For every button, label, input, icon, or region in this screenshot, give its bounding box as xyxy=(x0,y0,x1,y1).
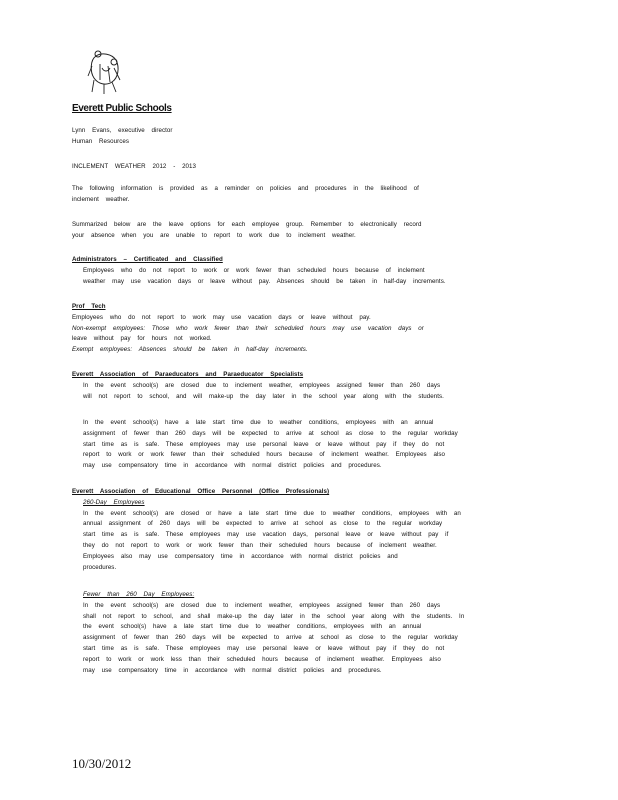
section-line: may use compensatory time in accordance with normal district policies and procedures. xyxy=(83,666,382,674)
section-line: In the event school(s) are closed due to inclement weather, employees assigned fewer than 260 days xyxy=(83,601,441,609)
section-line: start time as is safe. These employees may use personal leave or leave without pay if they do not xyxy=(83,644,445,652)
section-line: Exempt employees: Absences should be taken in half-day increments. xyxy=(72,346,308,354)
section-line: they do not report to work or work fewer than their scheduled hours because of inclement weather. xyxy=(83,541,437,549)
intro-line: inclement weather. xyxy=(72,195,130,203)
section-line: shall not report to school, and shall make-up the day later in the school year along with the students. In xyxy=(83,612,465,620)
section-line: assignment of fewer than 260 days will be expected to arrive at school as close to the regular workday xyxy=(83,429,458,437)
prof-tech-section xyxy=(72,302,540,356)
section-line: start time as is safe. These employees may use vacation days, personal leave or leave without pay if xyxy=(83,531,449,539)
section-line: leave without pay for hours not worked. xyxy=(72,335,212,343)
section-line: report to work or work less than their scheduled hours because of inclement weather. Employees also xyxy=(83,655,441,663)
section-heading: Everett Association of Paraeducators and Paraeducator Specialists xyxy=(72,371,304,378)
administrators-section xyxy=(72,255,540,287)
section-line: Non-exempt employees: Those who work fewer than their scheduled hours may use vacation days or xyxy=(72,324,424,332)
office-personnel-fewer xyxy=(72,590,540,676)
org-name: Everett Public Schools xyxy=(72,103,172,114)
sender-block xyxy=(72,126,540,148)
paraeducators-late-start xyxy=(72,418,540,472)
section-line: In the event school(s) are closed or have a late start time due to weather conditions, employees with an xyxy=(83,509,461,517)
summary-line: your absence when you are unable to report to work due to inclement weather. xyxy=(72,231,356,239)
section-line: assignment of fewer than 260 days will be expected to arrive at school as close to the regular workday xyxy=(83,634,458,642)
summary-line: Summarized below are the leave options for each employee group. Remember to electronically record xyxy=(72,221,422,228)
intro-paragraph xyxy=(72,184,540,206)
section-line: may use compensatory time in accordance with normal district policies and procedures. xyxy=(83,462,382,470)
section-line: In the event school(s) have a late start time due to weather conditions, employees with an annual xyxy=(83,419,434,426)
section-line: report to work or work fewer than their scheduled hours because of inclement weather. Employees also xyxy=(83,451,446,459)
district-logo-icon xyxy=(84,46,126,96)
section-line: In the event school(s) are closed due to inclement weather, employees assigned fewer than 260 days xyxy=(83,381,441,389)
intro-line: The following information is provided as a reminder on policies and procedures in the likelihood of xyxy=(72,185,419,192)
subsection-heading: Fewer than 260 Day Employees: xyxy=(83,591,195,598)
section-line: Employees also may use compensatory time in accordance with normal district policies and xyxy=(83,552,398,560)
section-line: start time as is safe. These employees may use personal leave or leave without pay if they do not xyxy=(83,440,445,448)
subject: INCLEMENT WEATHER 2012 - 2013 xyxy=(72,163,197,170)
section-heading: Everett Association of Educational Office Personnel (Office Professionals) xyxy=(72,488,330,495)
section-heading: Administrators – Certificated and Classified xyxy=(72,256,223,263)
sender-dept: Human Resources xyxy=(72,137,129,145)
office-personnel-section xyxy=(72,487,540,573)
footer-date: 10/30/2012 xyxy=(72,756,132,771)
section-heading: Prof Tech xyxy=(72,303,106,310)
section-line: Employees who do not report to work or work fewer than scheduled hours because of inclement xyxy=(83,266,425,274)
section-line: Employees who do not report to work may use vacation days or leave without pay. xyxy=(72,313,371,321)
section-line: the event school(s) have a late start time due to weather conditions, employees with an annual xyxy=(83,623,422,631)
summary-paragraph xyxy=(72,220,540,242)
section-line: weather may use vacation days or leave without pay. Absences should be taken in half-day increments. xyxy=(83,277,446,285)
section-line: will not report to school, and will make-up the day later in the school year along with the students. xyxy=(83,392,444,400)
paraeducators-section xyxy=(72,370,540,402)
subsection-heading: 260-Day Employees xyxy=(83,498,145,506)
sender-name: Lynn Evans, executive director xyxy=(72,127,173,134)
subject-line xyxy=(72,162,540,173)
section-line: procedures. xyxy=(83,563,117,571)
section-line: annual assignment of 260 days will be expected to arrive at school as close to the regular workday xyxy=(83,520,443,528)
